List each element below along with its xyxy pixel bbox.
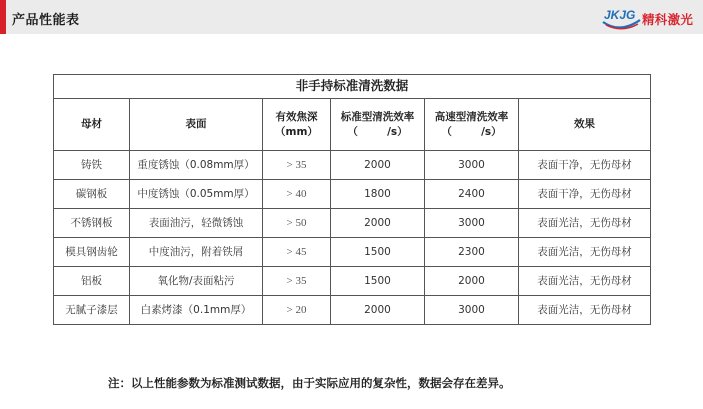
table-row (54, 296, 651, 325)
cell-surface: 重度锈蚀（0.08mm厚） (130, 151, 263, 180)
cell-standard-efficiency: 1500 (331, 238, 425, 267)
column-header-unit: （mm） (275, 125, 318, 138)
column-header-line: 母材 (81, 118, 102, 131)
cell-material: 铸铁 (54, 151, 130, 180)
cell-effect: 表面干净，无伤母材 (519, 180, 651, 209)
cell-focal-depth: > 40 (263, 180, 331, 209)
table-row (54, 238, 651, 267)
cell-surface: 表面油污，轻微锈蚀 (130, 209, 263, 238)
cell-standard-efficiency: 2000 (331, 296, 425, 325)
column-header-effect (519, 99, 651, 151)
cell-highspeed-efficiency: 3000 (425, 296, 519, 325)
cell-effect: 表面光洁，无伤母材 (519, 238, 651, 267)
cell-effect: 表面光洁，无伤母材 (519, 267, 651, 296)
column-header-line: 表面 (185, 118, 207, 131)
logo-brand-text: 精科激光 (642, 12, 694, 27)
cell-focal-depth: > 50 (263, 209, 331, 238)
cell-surface: 氧化物/表面粘污 (130, 267, 263, 296)
column-header-line: 高速型清洗效率 (434, 111, 509, 124)
footnote: 注：以上性能参数为标准测试数据，由于实际应用的复杂性，数据会存在差异。 (108, 376, 511, 390)
cell-material: 碳钢板 (54, 180, 130, 209)
cell-material: 不锈钢板 (54, 209, 130, 238)
table-row (54, 180, 651, 209)
header-accent-stripe (0, 0, 6, 34)
cell-standard-efficiency: 1500 (331, 267, 425, 296)
cell-highspeed-efficiency: 2400 (425, 180, 519, 209)
column-header-unit: （ /s） (347, 125, 408, 138)
cell-material: 铝板 (54, 267, 130, 296)
column-header-line: 有效焦深 (275, 111, 318, 124)
cell-focal-depth: > 20 (263, 296, 331, 325)
logo-mark-text: JKJG (604, 8, 636, 22)
cell-material: 无腻子漆层 (54, 296, 130, 325)
company-logo (600, 2, 700, 32)
page-title: 产品性能表 (12, 13, 80, 28)
cell-surface: 白素烤漆（0.1mm厚） (130, 296, 263, 325)
table-row (54, 267, 651, 296)
column-header-line: 标准型清洗效率 (340, 111, 415, 124)
cell-surface: 中度油污，附着铁屑 (130, 238, 263, 267)
cell-material: 模具钢齿轮 (54, 238, 130, 267)
cell-standard-efficiency: 1800 (331, 180, 425, 209)
cell-standard-efficiency: 2000 (331, 209, 425, 238)
cell-effect: 表面光洁，无伤母材 (519, 209, 651, 238)
cell-surface: 中度锈蚀（0.05mm厚） (130, 180, 263, 209)
table-header-row (54, 99, 651, 151)
column-header-line: 效果 (574, 118, 596, 131)
cell-focal-depth: > 35 (263, 151, 331, 180)
table-title: 非手持标准清洗数据 (54, 75, 651, 99)
column-header-highspeed-efficiency (425, 99, 519, 151)
table-row (54, 151, 651, 180)
cell-effect: 表面干净，无伤母材 (519, 151, 651, 180)
cell-highspeed-efficiency: 2000 (425, 267, 519, 296)
cell-effect: 表面光洁，无伤母材 (519, 296, 651, 325)
cell-highspeed-efficiency: 3000 (425, 151, 519, 180)
performance-table (53, 74, 651, 325)
column-header-surface (130, 99, 263, 151)
cell-focal-depth: > 45 (263, 238, 331, 267)
column-header-unit: （ /s） (441, 125, 502, 138)
header-bar (0, 0, 703, 34)
logo-emblem-icon (600, 2, 644, 32)
cell-highspeed-efficiency: 3000 (425, 209, 519, 238)
column-header-standard-efficiency (331, 99, 425, 151)
table-row (54, 209, 651, 238)
cell-focal-depth: > 35 (263, 267, 331, 296)
column-header-base-material (54, 99, 130, 151)
cell-standard-efficiency: 2000 (331, 151, 425, 180)
cell-highspeed-efficiency: 2300 (425, 238, 519, 267)
column-header-focal-depth (263, 99, 331, 151)
performance-table-container (53, 74, 650, 325)
